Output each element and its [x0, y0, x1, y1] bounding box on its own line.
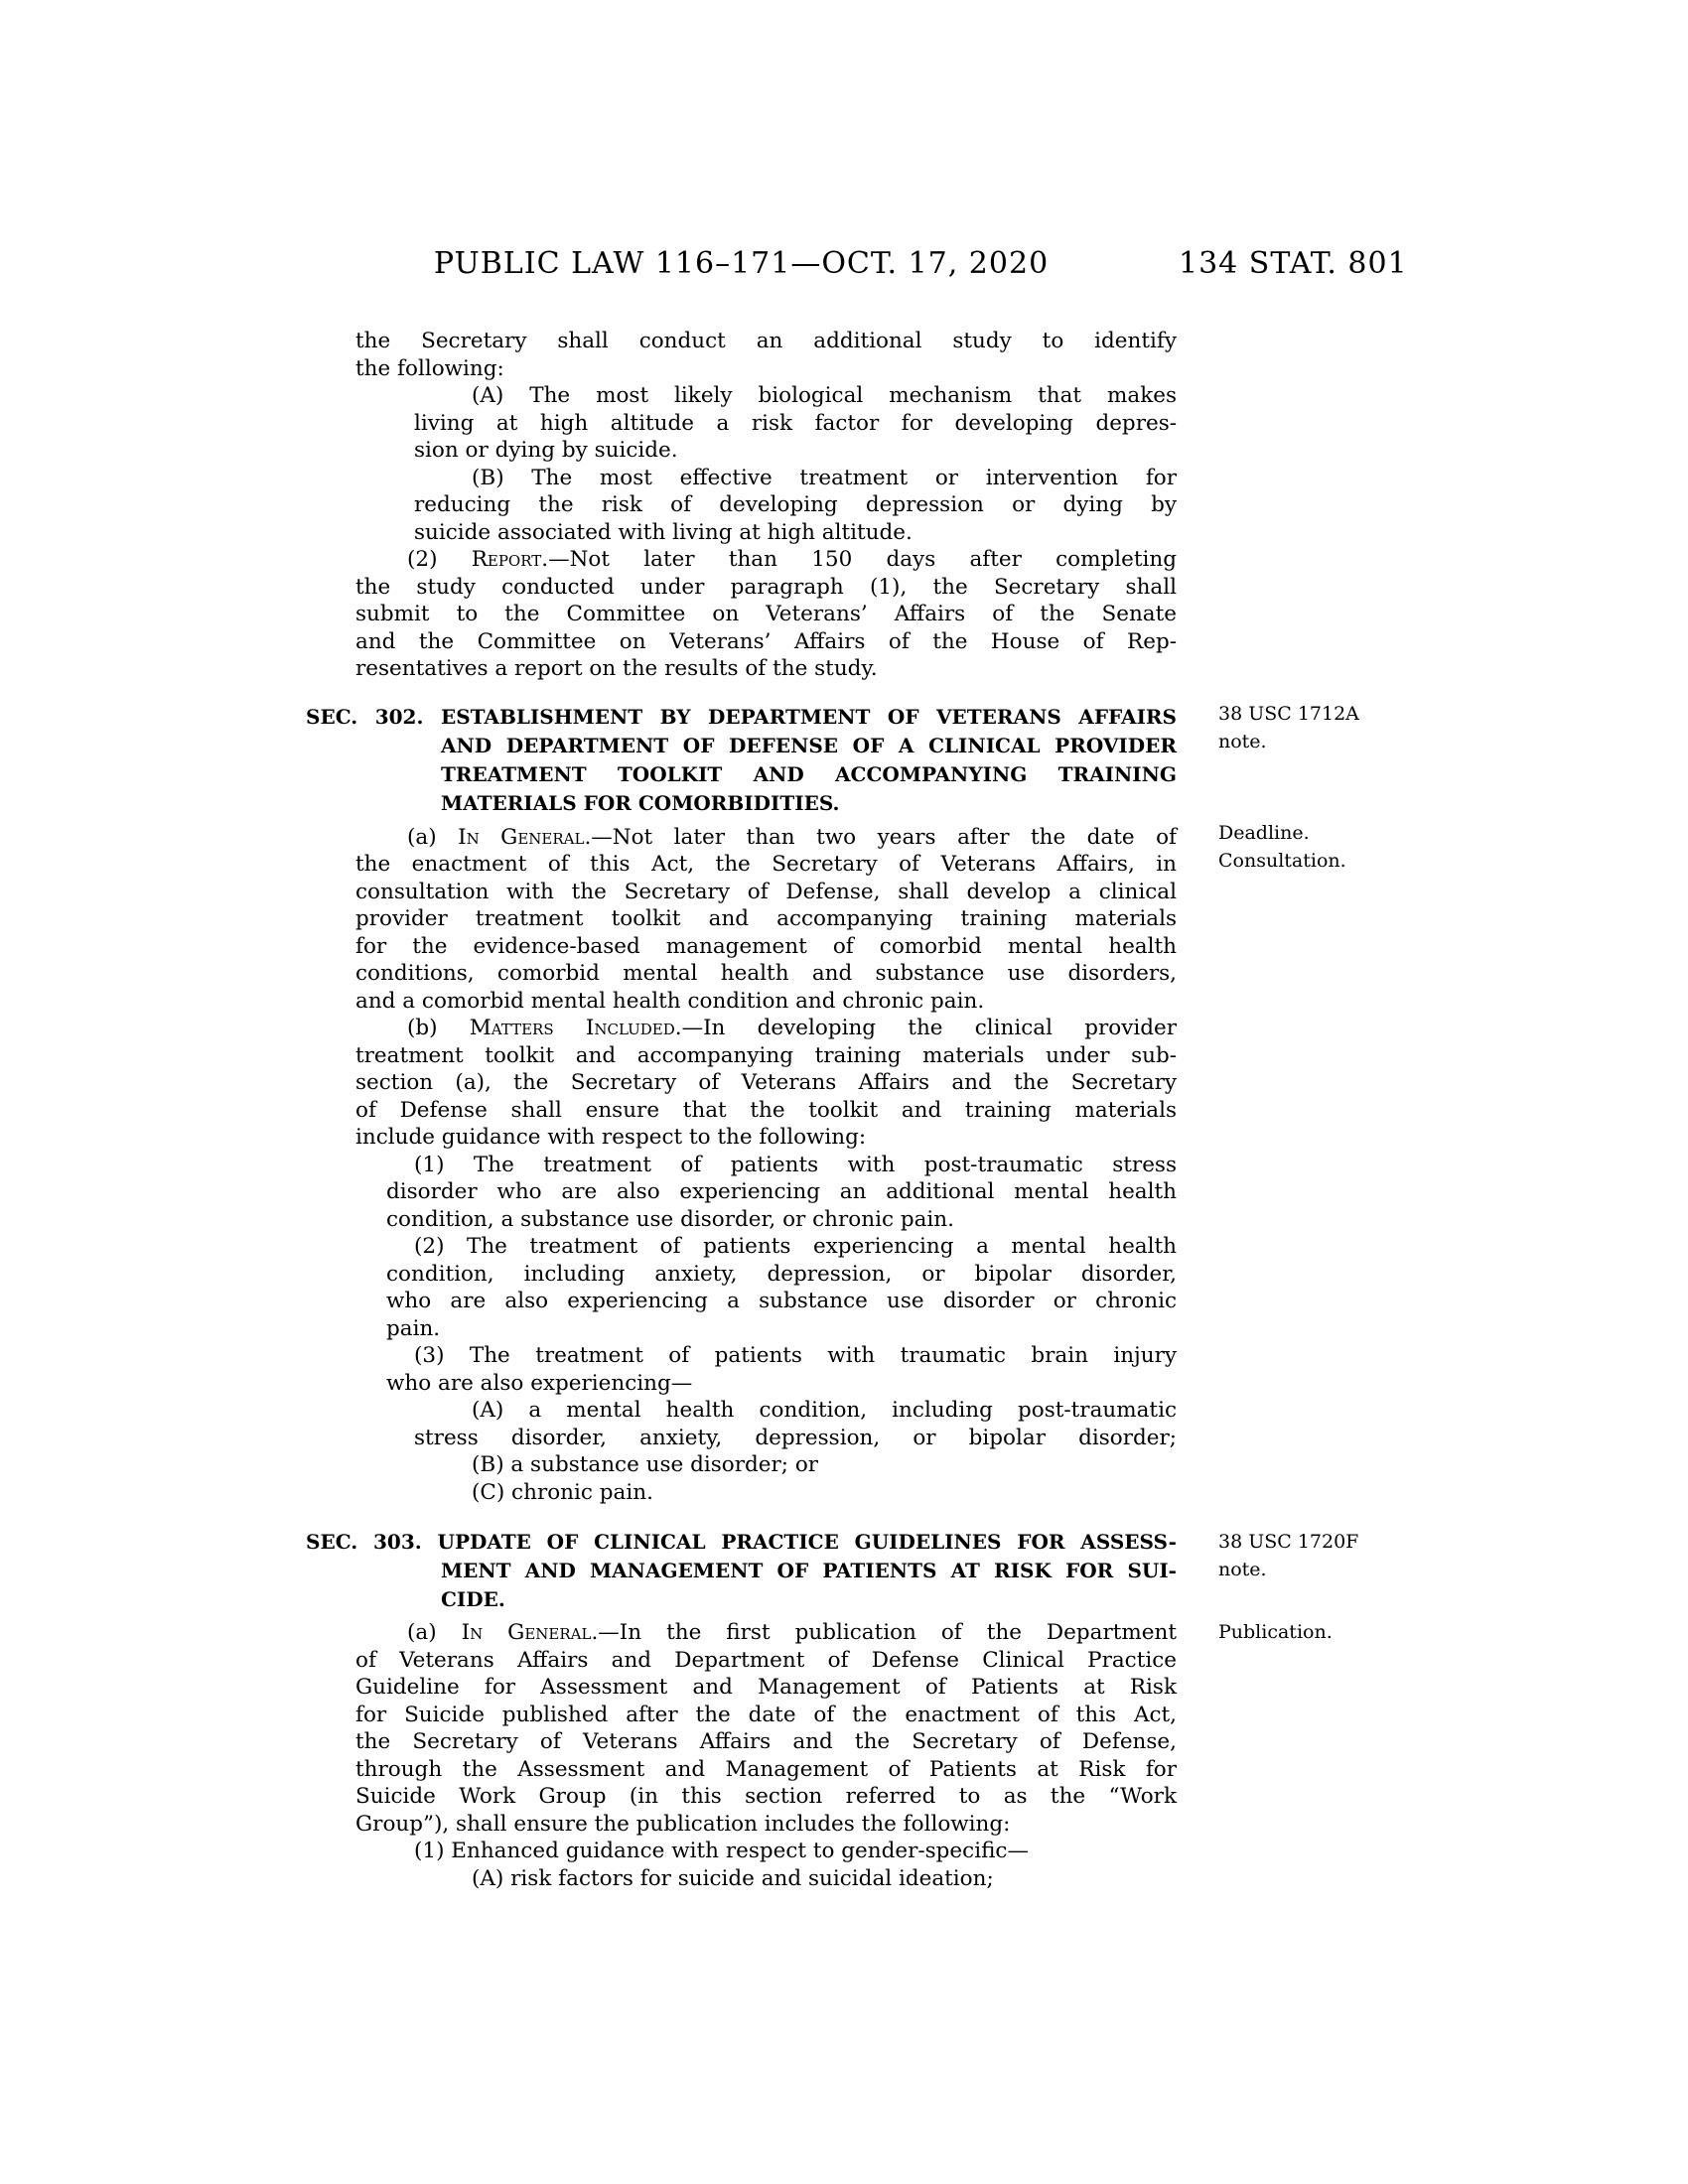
- subparagraph-A: [306, 382, 1177, 465]
- text-line: and a comorbid mental health condition and chronic pain.: [355, 988, 985, 1014]
- text-line: and the Committee on Veterans’ Affairs of the House of Rep-: [355, 628, 1177, 654]
- subsection-letter: (a): [407, 824, 459, 850]
- text-line: consultation with the Secretary of Defense, shall develop a clinical: [355, 879, 1177, 904]
- text-line: the following:: [355, 355, 504, 381]
- text-line: (A) The most likely biological mechanism that makes: [472, 383, 1177, 408]
- text-line: who are also experiencing a substance use disorder or chronic: [386, 1289, 1177, 1313]
- small-caps-label: In General: [458, 824, 585, 850]
- text-line: stress disorder, anxiety, depression, or bipolar disorder;: [414, 1425, 1177, 1450]
- text-line: submit to the Committee on Veterans’ Affairs of the Senate: [355, 602, 1177, 626]
- text-run: .—In developing the clinical provider: [674, 1016, 1177, 1040]
- heading-line: AND DEPARTMENT OF DEFENSE OF A CLINICAL PROVIDER: [441, 733, 1177, 757]
- text-line: (A) a mental health condition, including post-traumatic: [472, 1398, 1177, 1423]
- continued-paragraph: [306, 328, 1177, 382]
- sec-303-a1-subparagraph-A: (A) risk factors for suicide and suicidal ideation;: [472, 1865, 994, 1891]
- text-line: conditions, comorbid mental health and substance use disorders,: [355, 961, 1177, 986]
- text-line: resentatives a report on the results of the study.: [355, 656, 878, 681]
- paragraph-2-report: [306, 546, 1177, 683]
- sec-302-subsection-b: [306, 1015, 1177, 1152]
- heading-line: SEC. 302. ESTABLISHMENT BY DEPARTMENT OF VETERANS AFFAIRS: [306, 704, 1177, 729]
- text-line: Suicide Work Group (in this section referred to as the “Work: [355, 1784, 1177, 1809]
- margin-note-line: Consultation.: [1218, 849, 1346, 872]
- sec-302-b-paragraph-3: [306, 1342, 1177, 1397]
- text-line: the enactment of this Act, the Secretary of Veterans Affairs, in: [355, 852, 1177, 877]
- text-line: sion or dying by suicide.: [414, 438, 678, 463]
- text-line: pain.: [386, 1315, 441, 1341]
- text-line: [306, 1015, 1177, 1042]
- margin-note-line: Publication.: [1218, 1621, 1333, 1643]
- text-line: the Secretary of Veterans Affairs and the Secretary of Defense,: [355, 1729, 1177, 1754]
- margin-note-line: note.: [1218, 1558, 1267, 1580]
- sec-302-b-paragraph-1: [306, 1152, 1177, 1234]
- text-line: for Suicide published after the date of the enactment of this Act,: [355, 1702, 1177, 1727]
- text-line: reducing the risk of developing depression or dying by: [414, 492, 1177, 517]
- running-header-title: PUBLIC LAW 116–171—OCT. 17, 2020: [433, 246, 1050, 281]
- text-line: of Veterans Affairs and Department of Defense Clinical Practice: [355, 1647, 1177, 1673]
- small-caps-label: Matters Included: [469, 1016, 675, 1040]
- text-line: Guideline for Assessment and Management of Patients at Risk: [355, 1675, 1177, 1700]
- text-line: (2) The treatment of patients experiencing a mental health: [414, 1234, 1177, 1259]
- text-line: (B) The most effective treatment or intervention for: [472, 465, 1177, 490]
- subsection-letter: (a): [407, 1620, 462, 1645]
- sec-302-b3-subparagraph-B: (B) a substance use disorder; or: [472, 1452, 819, 1477]
- text-line: for the evidence-based management of comorbid mental health: [355, 933, 1177, 959]
- text-line: [306, 546, 1177, 574]
- heading-line: MATERIALS FOR COMORBIDITIES.: [441, 790, 840, 815]
- text-line: [306, 1619, 1177, 1647]
- text-line: the study conducted under paragraph (1), the Secretary shall: [355, 574, 1177, 600]
- sec-303-heading: [306, 1528, 1177, 1614]
- subsection-letter: (b): [407, 1016, 470, 1040]
- text-run: .—Not later than two years after the date of: [584, 824, 1177, 850]
- text-line: provider treatment toolkit and accompanying training materials: [355, 906, 1177, 931]
- sec-303-subsection-a: [306, 1619, 1177, 1838]
- sec-302-b3-subparagraph-C: (C) chronic pain.: [472, 1479, 653, 1505]
- text-line: condition, a substance use disorder, or chronic pain.: [386, 1206, 954, 1232]
- subparagraph-B: [306, 465, 1177, 547]
- text-line: (1) The treatment of patients with post-traumatic stress: [414, 1152, 1177, 1177]
- margin-note-line: Deadline.: [1218, 822, 1310, 844]
- small-caps-label: Report: [471, 547, 542, 572]
- text-line: [306, 824, 1177, 852]
- text-line: living at high altitude a risk factor for developing depres-: [414, 410, 1177, 436]
- text-line: treatment toolkit and accompanying training materials under sub-: [355, 1042, 1177, 1068]
- text-line: section (a), the Secretary of Veterans Affairs and the Secretary: [355, 1070, 1177, 1095]
- margin-note-publication: [1218, 1619, 1417, 1647]
- text-line: condition, including anxiety, depression, or bipolar disorder,: [386, 1261, 1177, 1287]
- running-header-page-number: 134 STAT. 801: [1179, 246, 1408, 281]
- margin-note-line: 38 USC 1712A: [1218, 703, 1359, 725]
- heading-line: TREATMENT TOOLKIT AND ACCOMPANYING TRAINING: [441, 761, 1177, 786]
- text-run: .—In the first publication of the Department: [591, 1620, 1177, 1645]
- sec-302-heading: [306, 703, 1177, 818]
- text-run: .—Not later than 150 days after completing: [541, 547, 1177, 572]
- text-line: who are also experiencing—: [386, 1370, 693, 1396]
- margin-note-usc-1712a: [1218, 701, 1417, 755]
- text-line: disorder who are also experiencing an additional mental health: [386, 1179, 1177, 1204]
- small-caps-label: In General: [461, 1620, 592, 1645]
- heading-line: MENT AND MANAGEMENT OF PATIENTS AT RISK FOR SUI-: [441, 1559, 1177, 1582]
- sec-302-b3-subparagraph-A: [306, 1397, 1177, 1451]
- margin-note-line: 38 USC 1720F: [1218, 1531, 1359, 1553]
- sec-302-b-paragraph-2: [306, 1233, 1177, 1342]
- heading-line: SEC. 303. UPDATE OF CLINICAL PRACTICE GUIDELINES FOR ASSESS-: [306, 1530, 1177, 1554]
- margin-note-deadline-consultation: [1218, 820, 1417, 875]
- sec-302-subsection-a: [306, 824, 1177, 1016]
- text-line: include guidance with respect to the following:: [355, 1125, 867, 1150]
- heading-line: CIDE.: [441, 1587, 505, 1611]
- text-line: through the Assessment and Management of Patients at Risk for: [355, 1756, 1177, 1782]
- margin-note-line: note.: [1218, 730, 1267, 752]
- text-line: suicide associated with living at high altitude.: [414, 519, 913, 545]
- text-column: [306, 328, 1177, 1892]
- sec-303-a-paragraph-1: (1) Enhanced guidance with respect to gender-specific—: [414, 1839, 1029, 1863]
- margin-note-usc-1720f: [1218, 1529, 1417, 1583]
- paragraph-number: (2): [407, 547, 472, 572]
- text-line: Group”), shall ensure the publication includes the following:: [355, 1811, 1011, 1837]
- text-line: (3) The treatment of patients with traumatic brain injury: [414, 1343, 1177, 1368]
- text-line: of Defense shall ensure that the toolkit and training materials: [355, 1097, 1177, 1123]
- text-line: the Secretary shall conduct an additional study to identify: [355, 329, 1177, 353]
